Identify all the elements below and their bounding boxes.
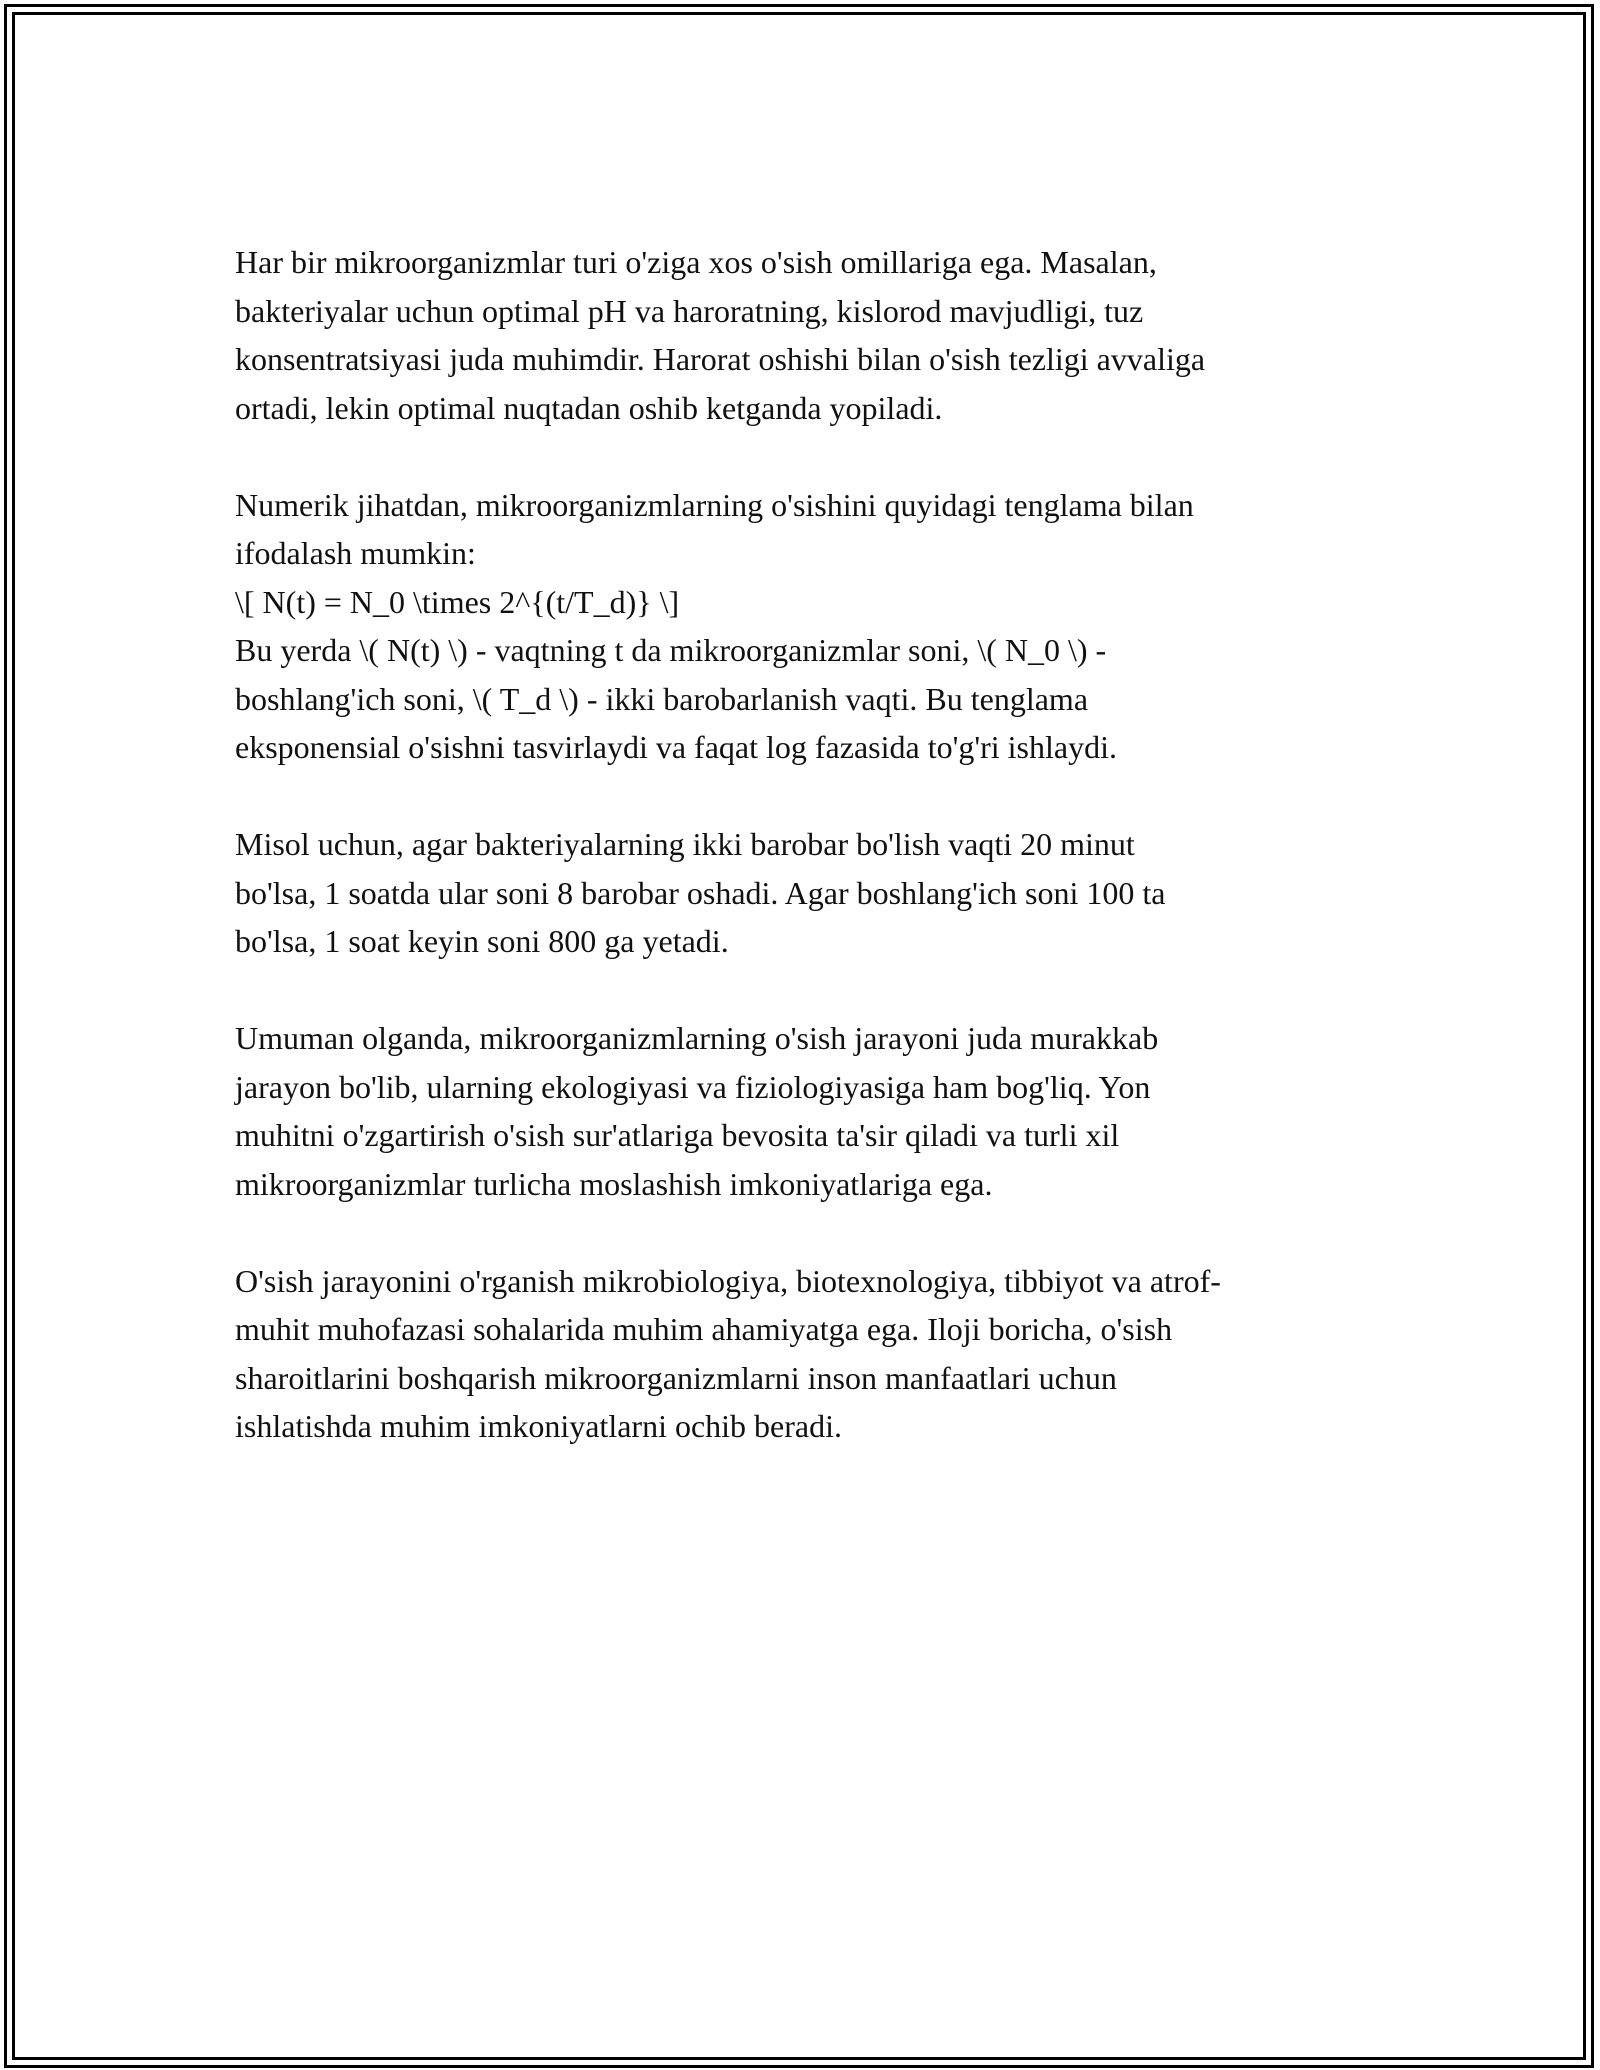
text-line: konsentratsiyasi juda muhimdir. Harorat oshishi bilan o'sish tezligi avvaliga bbox=[235, 341, 1206, 377]
text-line: Har bir mikroorganizmlar turi o'ziga xos o'sish omillariga ega. Masalan, bbox=[235, 244, 1157, 280]
text-line: Umuman olganda, mikroorganizmlarning o'sish jarayoni juda murakkab bbox=[235, 1020, 1159, 1056]
equation-line: \[ N(t) = N_0 \times 2^{(t/T_d)} \] bbox=[235, 583, 680, 620]
text-line: ortadi, lekin optimal nuqtadan oshib ketganda yopiladi. bbox=[235, 389, 943, 426]
text-line: O'sish jarayonini o'rganish mikrobiologiya, biotexnologiya, tibbiyot va atrof- bbox=[235, 1262, 1221, 1299]
text-line: bakteriyalar uchun optimal pH va haroratning, kislorod mavjudligi, tuz bbox=[235, 292, 1144, 329]
document-body bbox=[235, 238, 1370, 1499]
paragraph-growth-equation bbox=[235, 481, 1370, 772]
paragraph-summary bbox=[235, 1014, 1370, 1208]
text-line: Numerik jihatdan, mikroorganizmlarning o'sishini quyidagi tenglama bilan bbox=[235, 486, 1194, 523]
text-line: jarayon bo'lib, ularning ekologiyasi va fiziologiyasiga ham bog'liq. Yon bbox=[235, 1068, 1151, 1105]
text-line: muhitni o'zgartirish o'sish sur'atlariga bevosita ta'sir qiladi va turli xil bbox=[235, 1117, 1120, 1153]
text-line: Misol uchun, agar bakteriyalarning ikki barobar bo'lish vaqti 20 minut bbox=[235, 826, 1135, 862]
text-line: ifodalash mumkin: bbox=[235, 535, 476, 571]
paragraph-example bbox=[235, 820, 1370, 966]
text-line: Bu yerda \( N(t) \) - vaqtning t da mikroorganizmlar soni, \( N_0 \) - bbox=[235, 632, 1107, 668]
text-line: bo'lsa, 1 soat keyin soni 800 ga yetadi. bbox=[235, 923, 729, 959]
text-line: bo'lsa, 1 soatda ular soni 8 barobar oshadi. Agar boshlang'ich soni 100 ta bbox=[235, 874, 1166, 911]
paragraph-growth-factors bbox=[235, 238, 1370, 432]
text-line: sharoitlarini boshqarish mikroorganizmlarni inson manfaatlari uchun bbox=[235, 1359, 1117, 1396]
text-line: muhit muhofazasi sohalarida muhim ahamiyatga ega. Iloji boricha, o'sish bbox=[235, 1311, 1173, 1347]
text-line: eksponensial o'sishni tasvirlaydi va faqat log fazasida to'g'ri ishlaydi. bbox=[235, 729, 1117, 765]
text-line: boshlang'ich soni, \( T_d \) - ikki barobarlanish vaqti. Bu tenglama bbox=[235, 680, 1089, 717]
paragraph-importance bbox=[235, 1257, 1370, 1451]
text-line: ishlatishda muhim imkoniyatlarni ochib beradi. bbox=[235, 1408, 842, 1444]
text-line: mikroorganizmlar turlicha moslashish imkoniyatlariga ega. bbox=[235, 1165, 993, 1202]
